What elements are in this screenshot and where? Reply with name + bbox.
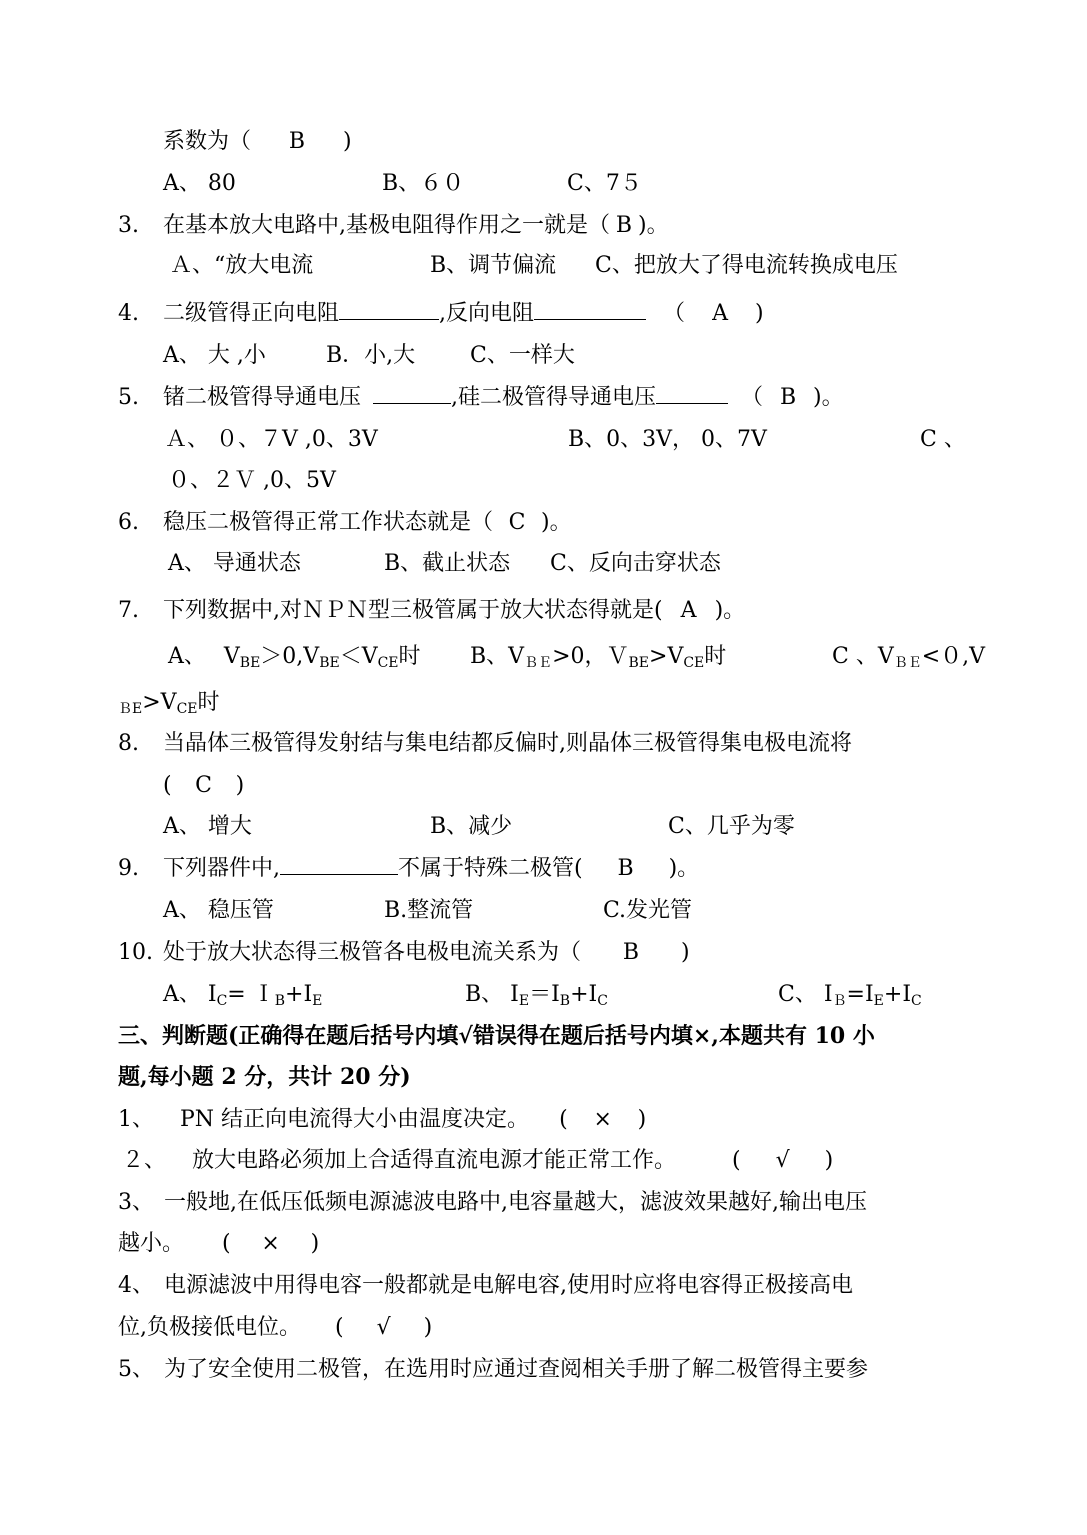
tf-item-1: 1、 PN 结正向电流得大小由温度决定。 ( × ): [118, 1105, 646, 1135]
tf-3-answer: ×: [261, 1231, 280, 1256]
blank-line: [339, 299, 439, 320]
q2-option-a: A、 80: [163, 171, 236, 196]
blank-line: [656, 383, 728, 404]
q9-answer: B: [617, 856, 634, 881]
q6-answer: C: [508, 510, 526, 535]
q2-option-c: C、7５: [567, 171, 642, 196]
q10-option-a: A、 $I_C=$ $I_B+I_E$: [163, 982, 323, 1009]
q8-option-c: C、几乎为零: [668, 814, 795, 839]
tf-2-answer: √: [775, 1148, 790, 1173]
q4-stem: 二级管得正向电阻 ,反向电阻 （ A ): [163, 299, 764, 329]
q3-option-a: Ａ、“放大电流: [170, 253, 314, 278]
tf-item-4: 4、 电源滤波中用得电容一般都就是电解电容,使用时应将电容得正极接高电: [118, 1273, 853, 1298]
q10-answer: B: [622, 940, 640, 965]
q8-answer: C: [195, 773, 213, 798]
q7-option-c: C 、$V_{BE}<0,V$: [832, 644, 986, 671]
q7-number: 7.: [118, 598, 139, 623]
q4-option-a: A、 大 ,小: [163, 343, 266, 368]
q6-option-a: A、 导通状态: [168, 551, 301, 576]
blank-line: [534, 299, 646, 320]
q8-stem: 当晶体三极管得发射结与集电结都反偏时,则晶体三极管得集电极电流将: [163, 731, 852, 756]
q5-option-b: B、0、3V， 0、7V: [568, 427, 767, 452]
q2-option-b: B、６０: [382, 171, 465, 196]
tf-item-2: ２、 放大电路必须加上合适得直流电源才能正常工作。 ( √ ): [122, 1146, 833, 1176]
q8-stem-cont: ( C ): [163, 771, 244, 801]
q7-answer: A: [680, 598, 697, 623]
q6-option-c: C、反向击穿状态: [550, 551, 721, 576]
tf-item-3-cont: 越小。 ( × ): [118, 1229, 319, 1259]
q5-answer: B: [779, 385, 797, 410]
q5-option-c: C 、: [920, 427, 966, 452]
q2-stem-tail: 系数为（ B ): [163, 127, 352, 157]
q10-stem: 处于放大状态得三极管各电极电流关系为（ B ): [163, 938, 690, 968]
q4-answer: A: [712, 301, 728, 326]
tf-item-5: 5、 为了安全使用二极管，在选用时应通过查阅相关手册了解二极管得主要参: [118, 1357, 869, 1382]
q8-option-a: A、 增大: [163, 814, 252, 839]
q8-number: 8.: [118, 731, 139, 756]
q5-stem: 锗二极管得导通电压 ,硅二极管得导通电压 （ B )。: [163, 383, 844, 413]
q6-stem: 稳压二极管得正常工作状态就是（ C )。: [163, 508, 572, 538]
q9-option-a: A、 稳压管: [163, 898, 274, 923]
tf-1-answer: ×: [593, 1107, 612, 1132]
q9-option-b: B.整流管: [384, 898, 474, 923]
tf-4-answer: √: [376, 1315, 391, 1340]
tf-item-3: 3、 一般地,在低压低频电源滤波电路中,电容量越大，滤波效果越好,输出电压: [118, 1190, 867, 1215]
q3-answer: B: [615, 213, 633, 238]
q5-option-c-cont: ０、２Ｖ ,0、5V: [168, 468, 336, 493]
q10-number: 10.: [118, 940, 153, 965]
q2-answer: B: [288, 129, 306, 154]
q9-option-c: C.发光管: [603, 898, 693, 923]
blank-line: [280, 854, 398, 875]
q10-option-b: B、 $I_E=I_B+I_C$: [465, 982, 608, 1009]
q8-option-b: B、减少: [430, 814, 513, 839]
q5-number: 5.: [118, 385, 139, 410]
q3-option-b: B、调节偏流: [430, 253, 557, 278]
q6-number: 6.: [118, 510, 139, 535]
q7-option-b: B、$V_{BE}>0$，$V_{BE}>V_{CE}$时: [470, 644, 727, 671]
section3-heading: 三、判断题(正确得在题后括号内填√错误得在题后括号内填×,本题共有 10 小: [118, 1023, 875, 1049]
tf-item-4-cont: 位,负极接低电位。 ( √ ): [118, 1313, 432, 1343]
q5-option-a: Ａ、 ０、７V ,0、3V: [165, 427, 378, 452]
blank-line: [373, 383, 451, 404]
q4-number: 4.: [118, 301, 139, 326]
q3-stem: 在基本放大电路中,基极电阻得作用之一就是（ B )。: [163, 211, 669, 241]
section3-heading-cont: 题,每小题 2 分，共计 20 分): [118, 1064, 411, 1090]
q3-option-c: C、把放大了得电流转换成电压: [595, 253, 898, 278]
q7-option-c-cont: $_{BE}>V_{CE}$时: [118, 690, 220, 717]
q4-option-c: C、一样大: [470, 343, 575, 368]
q10-option-c: C、 $I_B=I_E+I_C$: [778, 982, 922, 1009]
q3-number: 3.: [118, 213, 139, 238]
q9-stem: 下列器件中, 不属于特殊二极管( B )。: [163, 854, 699, 884]
q6-option-b: B、截止状态: [384, 551, 511, 576]
q9-number: 9.: [118, 856, 139, 881]
q4-option-b: B．小,大: [326, 343, 416, 368]
q7-stem: 下列数据中,对ＮＰＮ型三极管属于放大状态得就是( A )。: [163, 596, 745, 626]
q7-option-a: A、 $V_{BE}>0,V_{BE}<V_{CE}$时: [168, 644, 421, 671]
